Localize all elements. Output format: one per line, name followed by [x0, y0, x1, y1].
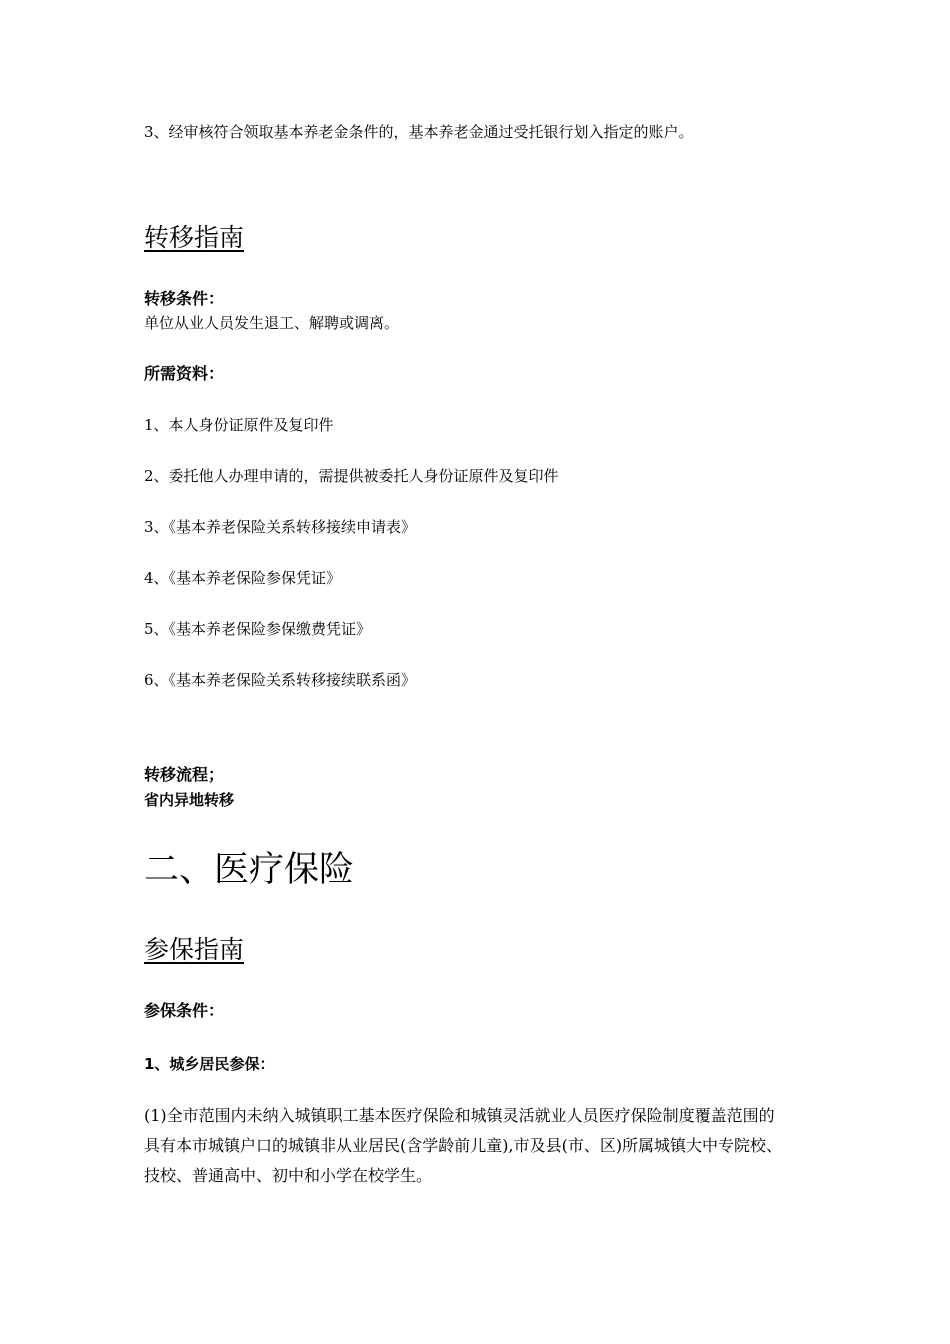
materials-item: 2、委托他人办理申请的，需提供被委托人身份证原件及复印件	[144, 467, 559, 485]
resident-eligibility-paragraph	[144, 1101, 814, 1191]
enrollment-condition-label: 参保条件：	[144, 1001, 225, 1020]
transfer-condition-label: 转移条件：	[144, 289, 225, 308]
paragraph-line: 技校、普通高中、初中和小学在校学生。	[144, 1166, 433, 1185]
medical-section-title: 二、医疗保险	[144, 850, 355, 890]
materials-item: 3、《基本养老保险关系转移接续申请表》	[144, 518, 417, 536]
transfer-condition-text: 单位从业人员发生退工、解聘或调离。	[144, 314, 400, 332]
enrollment-guide-heading: 参保指南	[144, 935, 245, 964]
paragraph-line: 具有本市城镇户口的城镇非从业居民(含学龄前儿童),市及县(市、区)所属城镇大中专院校、	[144, 1136, 783, 1155]
transfer-process-label: 转移流程；	[144, 765, 225, 784]
transfer-guide-heading: 转移指南	[144, 223, 245, 252]
materials-item: 1、本人身份证原件及复印件	[144, 416, 334, 434]
materials-item: 6、《基本养老保险关系转移接续联系函》	[144, 671, 417, 689]
materials-item: 4、《基本养老保险参保凭证》	[144, 569, 342, 587]
transfer-process-sub: 省内异地转移	[144, 791, 235, 809]
pension-step-3: 3、经审核符合领取基本养老金条件的，基本养老金通过受托银行划入指定的账户。	[144, 123, 694, 141]
transfer-materials-label: 所需资料：	[144, 364, 225, 383]
materials-item: 5、《基本养老保险参保缴费凭证》	[144, 620, 372, 638]
resident-enrollment-label: 1、城乡居民参保：	[144, 1055, 275, 1073]
paragraph-line: (1)全市范围内未纳入城镇职工基本医疗保险和城镇灵活就业人员医疗保险制度覆盖范围的	[144, 1106, 775, 1125]
